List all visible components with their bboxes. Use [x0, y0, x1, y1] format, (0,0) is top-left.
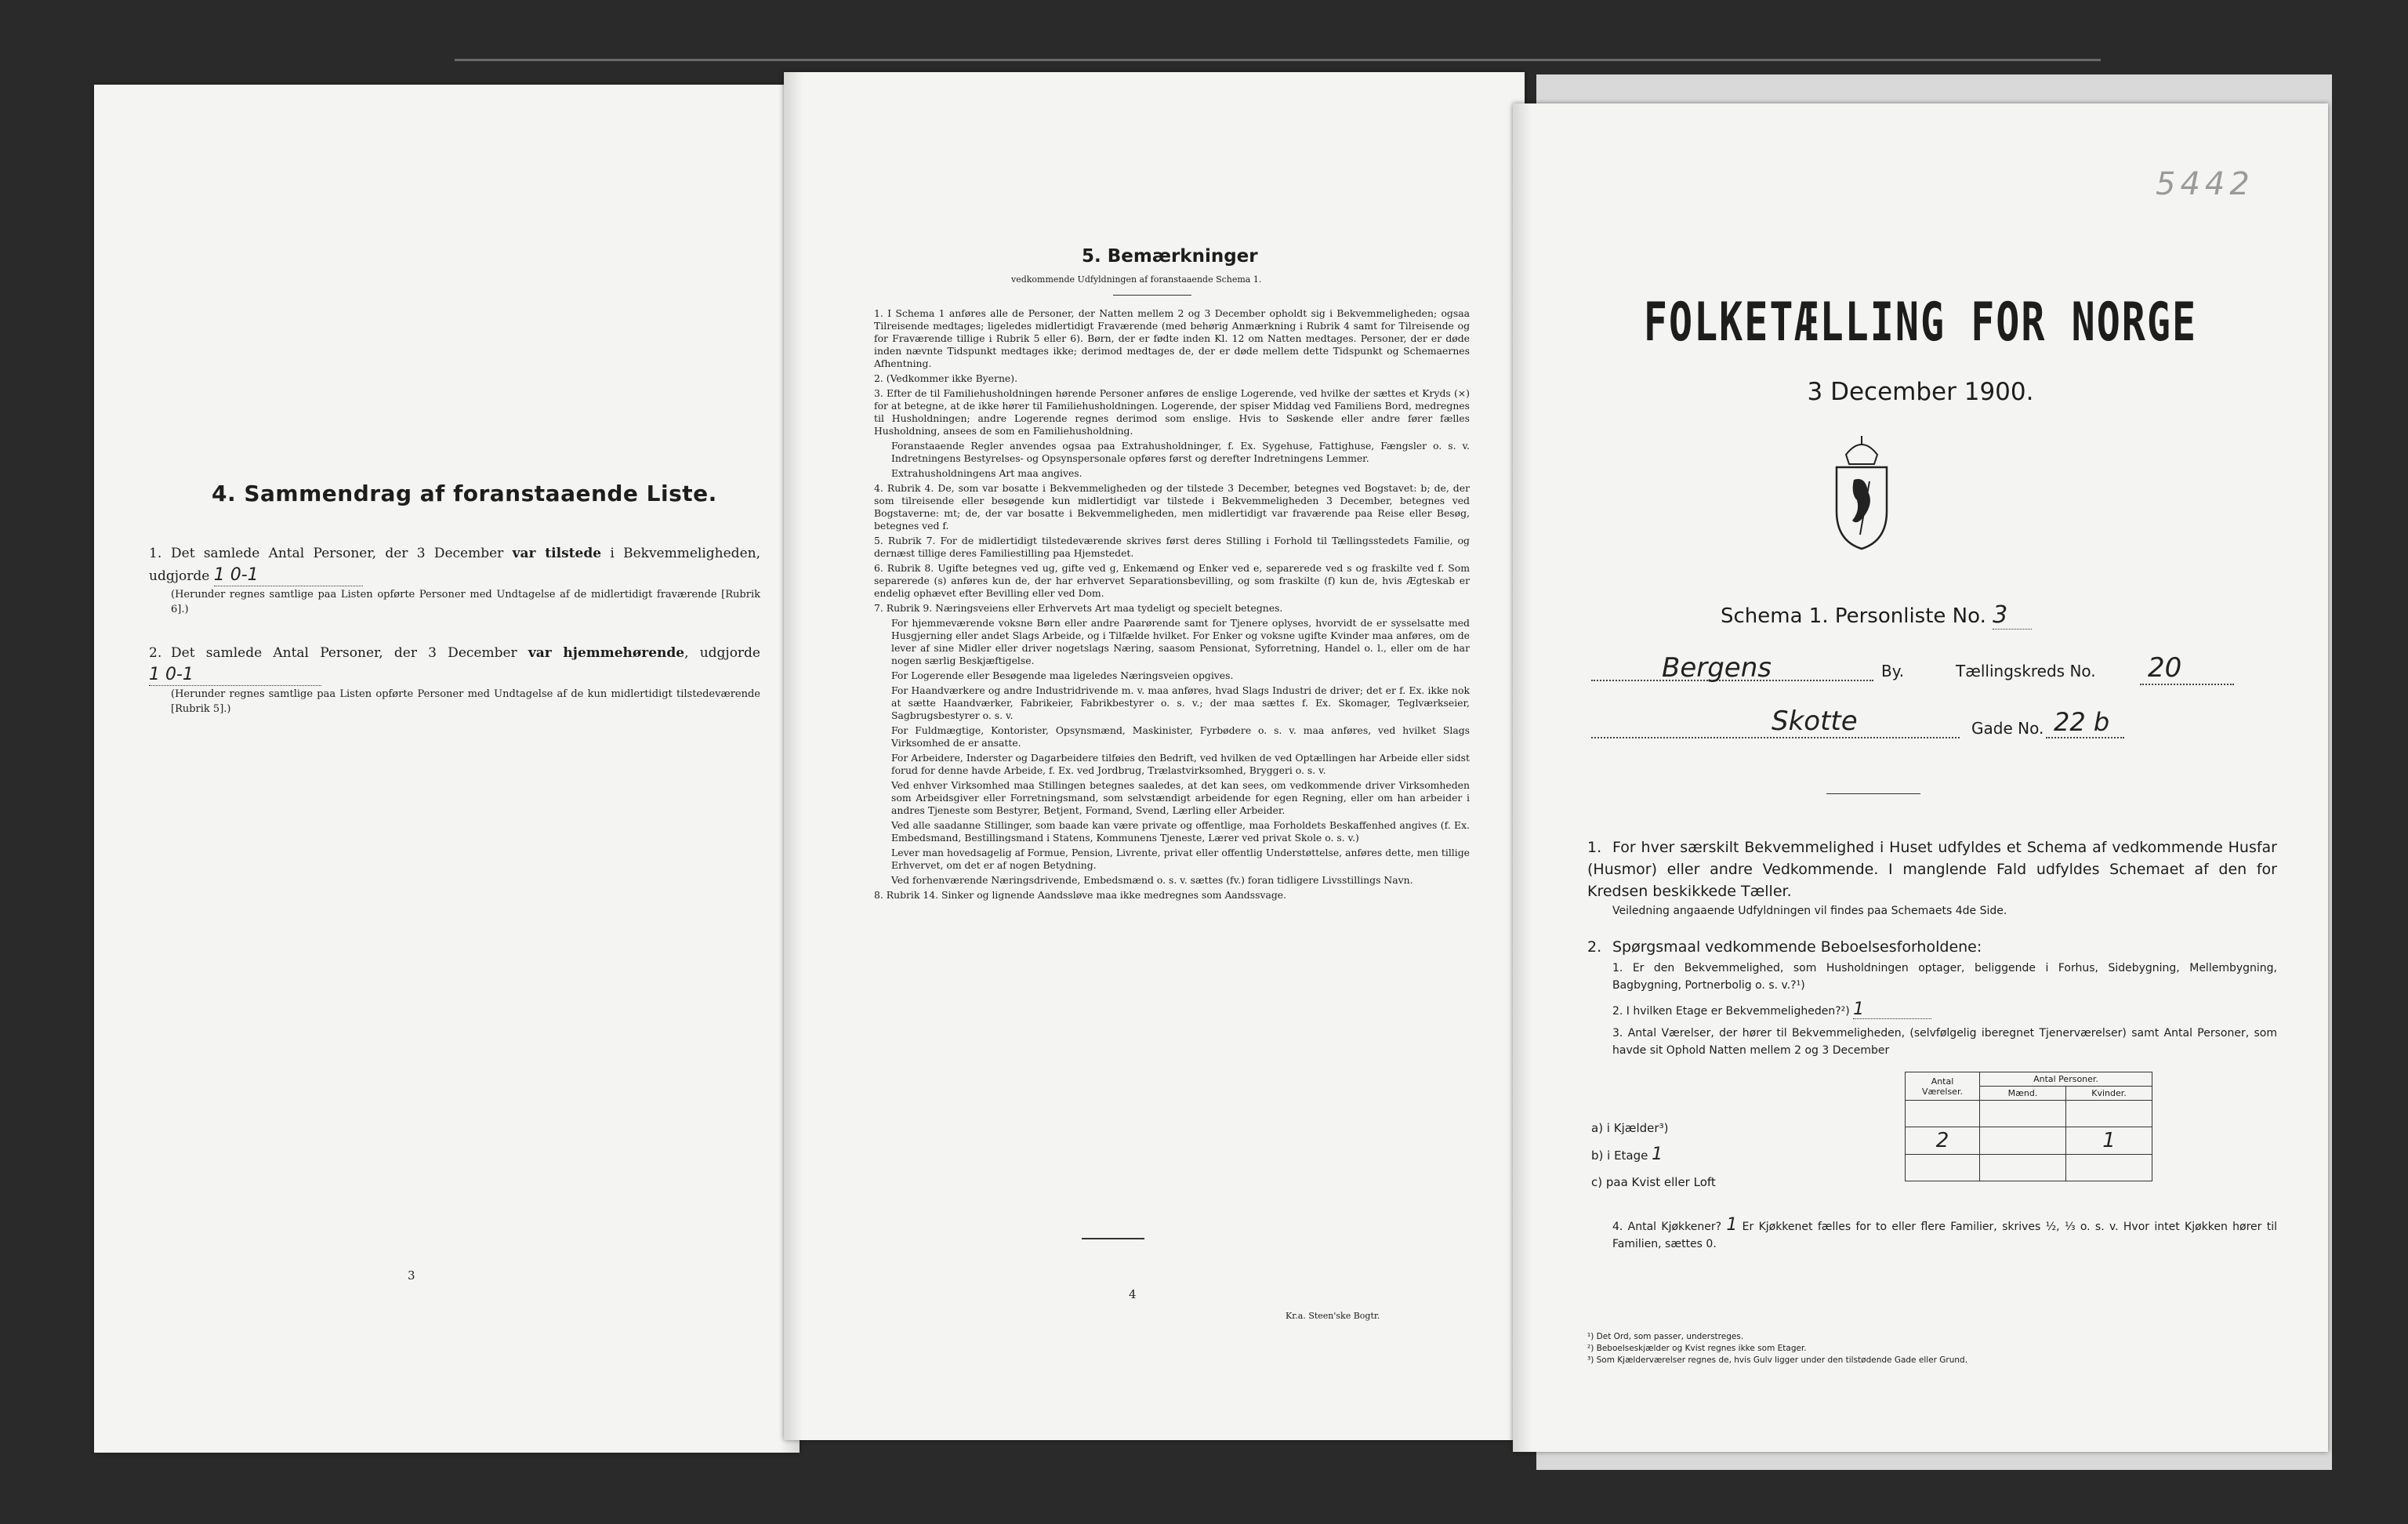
instruction-note: Veiledning angaaende Udfyldningen vil findes paa Schemaets 4de Side.: [1612, 905, 2007, 917]
remark-3: 3. Efter de til Familiehusholdningen hørende Personer anføres de enslige Logerende, ved hvilke der sættes et Kryds (×) for at betegne, at de ikke hører til Familiehusholdningen. Logerende, der spiser Middag ved Familiens Bord, medregnes til Husholdningen; andre Logerende regnes derimod som enslige. Hvis to Søskende eller andre fører fælles Husholdning, ansees de som en Familiehusholdning.: [874, 387, 1470, 437]
page-3: [94, 85, 800, 1453]
remark-7-extra: Lever man hovedsagelig af Formue, Pension, Livrente, privat eller offentlig Understøttelse, anføres dette, men tillige Erhvervet, om det er af nogen Betydning.: [891, 847, 1470, 871]
row-basement: a) i Kjælder³): [1591, 1121, 1669, 1135]
question-1: 1. Er den Bekvemmelighed, som Husholdningen optager, beliggende i Forhus, Sidebygning, Mellembygning, Bagbygning, Portnerbolig o. s. v.?¹): [1612, 962, 2277, 992]
room-location-labels: [1591, 1115, 1716, 1196]
remark-3-extra: Foranstaaende Regler anvendes ogsaa paa Extrahusholdninger, f. Ex. Sygehuse, Fattighuse, Fængsler o. s. v. Indretningens Bestyrelses- og Opsynspersonale opføres først og derefter Indretningens Lemmer.: [891, 440, 1470, 464]
footnote-3: ³) Som Kjælderværelser regnes de, hvis Gulv ligger under den tilstødende Gade eller Grund.: [1587, 1355, 1968, 1365]
note: (Herunder regnes samtlige paa Listen opførte Personer med Undtagelse af de midlertidigt fraværende [Rubrik 6].): [171, 589, 760, 615]
city-label: By.: [1881, 662, 1905, 680]
question-4: 4. Antal Kjøkkener? 1 Er Kjøkkenet fælles for to eller flere Familier, skrives ½, ⅓ o. s. v. Hvor intet Kjøkken hører til Familien, sættes 0.: [1612, 1215, 2277, 1250]
coat-of-arms-icon: [1822, 433, 1901, 550]
dotted-line: [1591, 737, 1960, 738]
section-5-title: 5. Bemærkninger: [1082, 246, 1258, 267]
handwritten-street-number: 22 b: [2054, 707, 2110, 737]
remark-7-extra: For hjemmeværende voksne Børn eller andre Paarørende samt for Tjenere oplyses, hvorvidt de er sysselsatte med Husgjerning eller andet Slags Arbeide, og i Tilfælde hvilket. For Enker og voksne ugifte Kvinder maa anføres, om de lever af sine Midler eller driver nogetslags Næring, saasom Pensionat, Syforretning, Handel o. l., eller om de har nogen særlig Beskjæftigelse.: [891, 617, 1470, 666]
table-row: 2 1: [1906, 1127, 2152, 1155]
header-men: Mænd.: [1980, 1087, 2066, 1101]
handwritten-city: Bergens: [1662, 652, 1772, 684]
dotted-line: [2046, 737, 2124, 738]
street-label: Gade No.: [1971, 719, 2044, 738]
footnote-2: ²) Beboelseskjælder og Kvist regnes ikke som Etager.: [1587, 1344, 1807, 1353]
remark-3-extra: Extrahusholdningens Art maa angives.: [891, 467, 1083, 479]
section-4-title: 4. Sammendrag af foranstaaende Liste.: [212, 481, 717, 506]
remarks-list: [874, 307, 1470, 904]
section-5-subtitle: vedkommende Udfyldningen af foranstaaende Schema 1.: [1011, 274, 1262, 285]
page-4: [784, 72, 1525, 1440]
instruction-2: 2. Spørgsmaal vedkommende Beboelsesforholdene:: [1587, 938, 1982, 956]
handwritten-count-present: 1 0-1: [214, 564, 363, 586]
archive-number: 5442: [2156, 166, 2254, 202]
remark-7-extra: For Logerende eller Besøgende maa ligeledes Næringsveien opgives.: [891, 669, 1234, 681]
item-number: 2.: [149, 645, 162, 661]
question-2: 2. I hvilken Etage er Bekvemmeligheden?²) 1: [1587, 1001, 2277, 1020]
page-number: 4: [1129, 1287, 1137, 1301]
footnote-1: ¹) Det Ord, som passer, understreges.: [1587, 1332, 1744, 1341]
handwritten-count-resident: 1 0-1: [149, 664, 321, 686]
handwritten-district: 20: [2148, 652, 2182, 684]
row-floor: b) i Etage 1: [1591, 1145, 1663, 1164]
divider: [1113, 295, 1191, 296]
remark-7-extra: For Haandværkere og andre Industridrivende m. v. maa anføres, hvad Slags Industri de driver; det er f. Ex. ikke nok at sætte Haandværker, Fabrikeier, Fabrikbestyrer o. s. v.; der maa sættes f. Ex. Skomager, Teglværkseier, Sagbrugsbestyrer o. s. v.: [891, 684, 1470, 721]
note: (Herunder regnes samtlige paa Listen opførte Personer med Undtagelse af de kun midlertidigt tilstedeværende [Rubrik 5].): [171, 688, 760, 715]
remark-7-extra: For Fuldmægtige, Kontorister, Opsynsmænd, Maskinister, Fyrbødere o. s. v. maa anføres, ved hvilket Slags Virksomhed de er ansatte.: [891, 724, 1470, 749]
handwritten-kitchens: 1: [1726, 1215, 1738, 1235]
instruction-1: 1. For hver særskilt Bekvemmelighed i Huset udfyldes et Schema af vedkommende Husfar (Husmor) eller andre Vedkommende. I manglende Fald udfyldes Schemaet af den for Kredsen beskikkede Tæller. Veiledning angaaende Udfyldningen vil findes paa Schemaets 4de Side.: [1587, 836, 2277, 920]
header-rooms: Antal Værelser.: [1906, 1072, 1980, 1101]
remark-7-extra: Ved alle saadanne Stillinger, som baade kan være private og offentlige, maa Forholdets Beskaffenhed angives (f. Ex. Embedsmand, Bestillingsmand i Statens, Kommunens Tjeneste, Lærer ved privat Skole o. s. v.): [891, 819, 1470, 844]
item-number: 1.: [149, 546, 162, 561]
printer-imprint: Kr.a. Steen'ske Bogtr.: [1286, 1311, 1380, 1321]
question-3: 3. Antal Værelser, der hører til Bekvemmeligheden, (selvfølgelig iberegnet Tjenerværelser) samt Antal Personer, som havde sit Ophold Natten mellem 2 og 3 December: [1612, 1027, 2277, 1057]
handwritten-list-number: 3: [1993, 601, 2032, 630]
summary-item-2: 2. Det samlede Antal Personer, der 3 December var hjemmehørende, udgjorde 1 0-1 (Herunder regnes samtlige paa Listen opførte Personer med Undtagelse af de kun midlertidigt tilstedeværende [Rubrik 5].): [149, 643, 760, 717]
table-row: [1906, 1101, 2152, 1127]
footnotes: [1587, 1331, 1967, 1366]
divider: [1082, 1238, 1144, 1239]
remark-6: 6. Rubrik 8. Ugifte betegnes ved ug, gifte ved g, Enkemænd og Enker ved e, separerede ved s og fraskilte ved f. Som separerede (s) anføres kun de, der har erhvervet Separationsbevilling, og som fraskilte (f) kun de, hvis Ægteskab er endelig ophævet efter Bevilling eller ved Dom.: [874, 562, 1470, 599]
page-number: 3: [408, 1268, 415, 1283]
remark-4: 4. Rubrik 4. De, som var bosatte i Bekvemmeligheden og der tilstede 3 December, betegnes ved Bogstavet: b; de, der som tilreisende eller besøgende kun midlertidigt var tilstede i Bekvemmeligheden 3 December, betegnes ved Bogstaverne: mt; de, der var bosatte i Bekvemmeligheden, men midlertidigt var fraværende paa Reise eller Besøg, betegnes ved f.: [874, 482, 1470, 532]
dotted-line: [2140, 684, 2234, 685]
remark-2: 2. (Vedkommer ikke Byerne).: [874, 372, 1018, 384]
row-attic: c) paa Kvist eller Loft: [1591, 1175, 1716, 1189]
rooms-table: [1905, 1072, 2152, 1181]
divider: [1826, 793, 1920, 794]
remark-7-extra: Ved enhver Virksomhed maa Stillingen betegnes saaledes, at det kan sees, om vedkommende driver Virksomheden som Arbeidsgiver eller Forretningsmand, som selvstændigt arbeidende for egen Regning, eller om han arbeider i andres Tjeneste som Bestyrer, Betjent, Formand, Svend, Lærling eller Arbeider.: [891, 779, 1470, 816]
header-women: Kvinder.: [2066, 1087, 2152, 1101]
census-title: FOLKETÆLLING FOR NORGE: [1643, 291, 2198, 354]
census-date: 3 December 1900.: [1807, 378, 2034, 406]
schema-line: Schema 1. Personliste No. 3: [1721, 601, 2032, 630]
summary-item-1: 1. Det samlede Antal Personer, der 3 December var tilstede i Bekvemmeligheden, udgjorde 1 0-1 (Herunder regnes samtlige paa Listen opførte Personer med Undtagelse af de midlertidigt fraværende [Rubrik 6].): [149, 543, 760, 617]
remark-7: 7. Rubrik 9. Næringsveiens eller Erhvervets Art maa tydeligt og specielt betegnes.: [874, 602, 1283, 614]
header-persons: Antal Personer.: [1980, 1072, 2152, 1087]
district-label: Tællingskreds No.: [1956, 662, 2096, 680]
handwritten-street: Skotte: [1772, 706, 1858, 737]
remark-5: 5. Rubrik 7. For de midlertidigt tilstedeværende skrives først deres Stilling i Forhold til Tællingsstedets Familie, og dernæst tillige deres Familiestilling paa Hjemstedet.: [874, 535, 1470, 559]
cover-page: [1513, 103, 2328, 1452]
handwritten-floor: 1: [1853, 1001, 1931, 1019]
page-fold-shadow: [1513, 103, 1532, 1452]
table-row: [1906, 1155, 2152, 1181]
remark-7-extra: Ved forhenværende Næringsdrivende, Embedsmænd o. s. v. sættes (fv.) foran tidligere Livsstillings Navn.: [891, 874, 1413, 886]
page-fold-shadow: [784, 72, 803, 1440]
remark-8: 8. Rubrik 14. Sinker og lignende Aandssløve maa ikke medregnes som Aandssvage.: [874, 889, 1287, 901]
remark-1: 1. I Schema 1 anføres alle de Personer, der Natten mellem 2 og 3 December opholdt sig i Bekvemmeligheden; ogsaa Tilreisende medtages; ligeledes midlertidigt Fraværende (med behørig Anmærkning i Rubrik 4 samt for Tilreisende og for Fraværende tillige i Rubrik 5 eller 6). Børn, der er fødte inden Kl. 12 om Natten medtages. Personer, der er døde inden nævnte Tidspunkt medtages ikke; derimod medtages de, der er døde mellem dette Tidspunkt og Schemaernes Afhentning.: [874, 307, 1470, 369]
pencil-line: [455, 59, 2101, 61]
remark-7-extra: For Arbeidere, Inderster og Dagarbeidere tilføies den Bedrift, ved hvilken de ved Optællingen har Arbeide eller sidst forud for denne havde Arbeide, f. Ex. ved Jordbrug, Trælastvirksomhed, Bryggeri o. s. v.: [891, 752, 1470, 776]
